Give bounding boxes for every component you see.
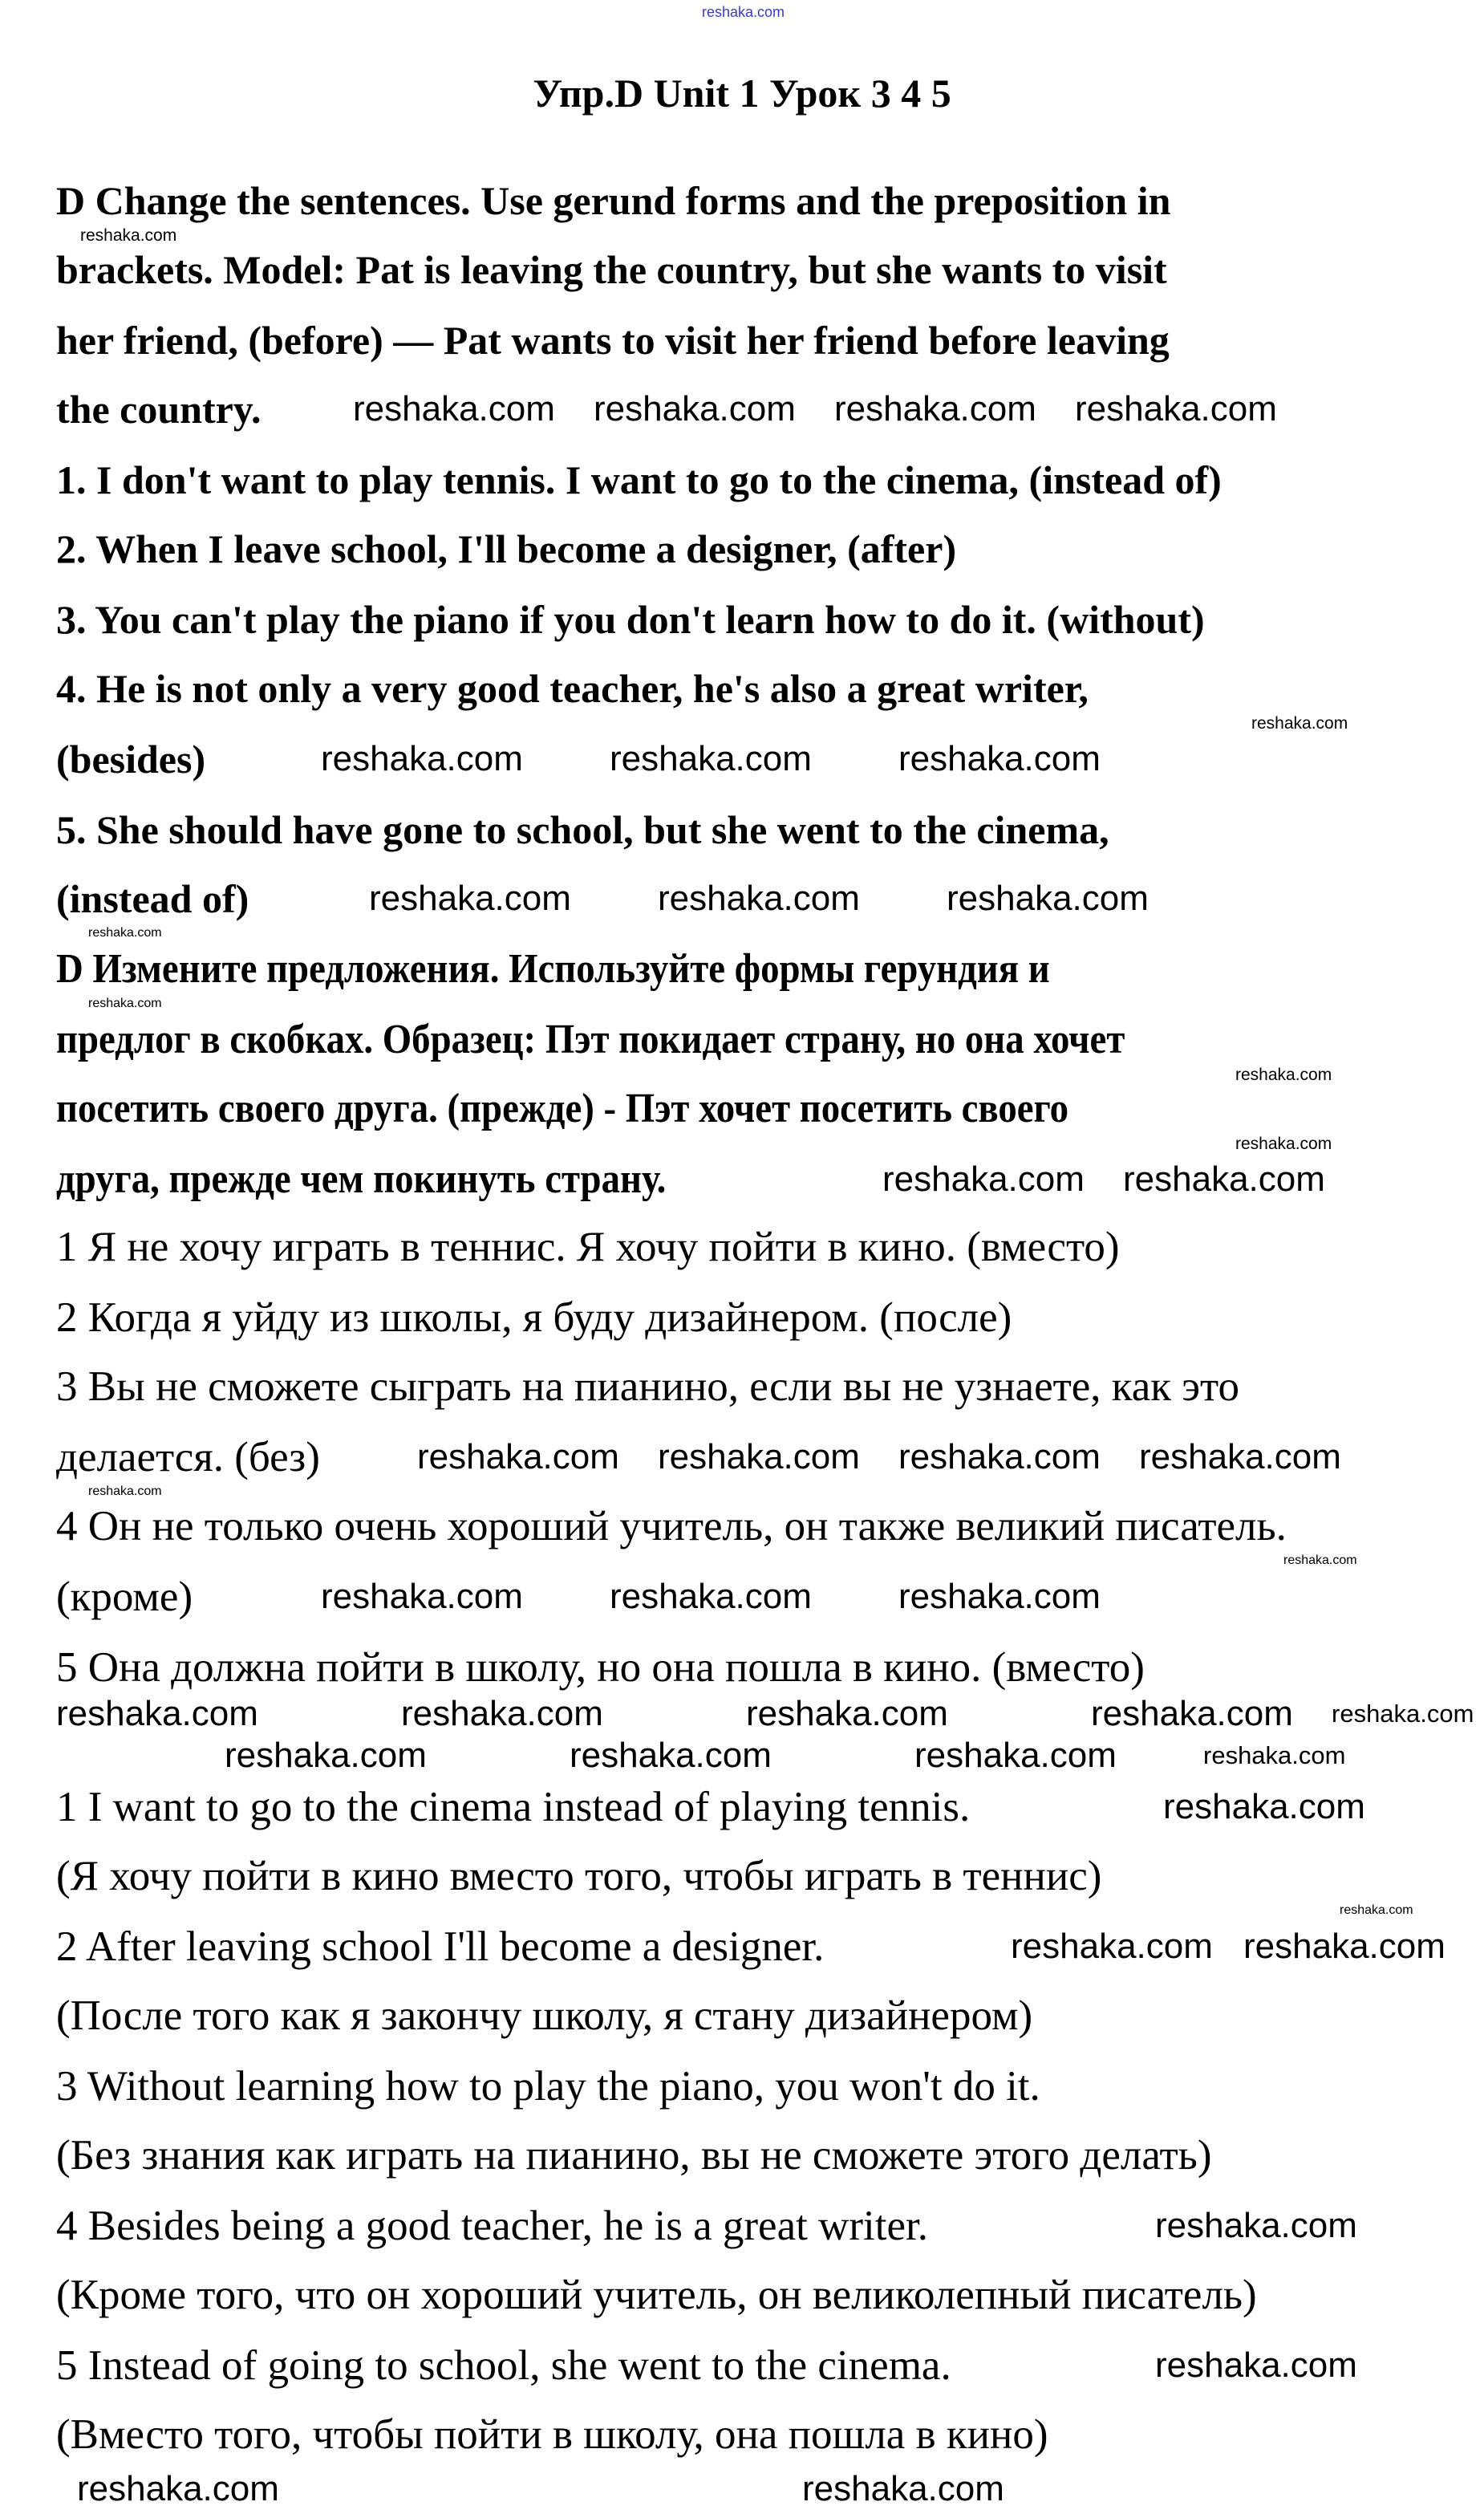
watermark: reshaka.com	[898, 1577, 1101, 1616]
answer-line: (Кроме того, что он хороший учитель, он великолепный писатель)	[56, 2272, 1257, 2318]
answer-line: 1 I want to go to the cinema instead of playing tennis.	[56, 1784, 971, 1830]
watermark: reshaka.com	[594, 389, 796, 428]
answer-line: (После того как я закончу школу, я стану дизайнером)	[56, 1992, 1033, 2039]
task-item: 1 Я не хочу играть в теннис. Я хочу пойти в кино. (вместо)	[56, 1224, 1120, 1270]
watermark: reshaka.com	[321, 1577, 523, 1616]
task-line: 5. She should have gone to school, but she went to the cinema,	[56, 807, 1109, 852]
task-line: друга, прежде чем покинуть страну.	[56, 1156, 667, 1202]
watermark: reshaka.com	[1332, 1700, 1474, 1728]
watermark: reshaka.com	[658, 879, 860, 918]
site-header-link[interactable]: reshaka.com	[702, 4, 785, 20]
watermark: reshaka.com	[1243, 1927, 1445, 1966]
watermark: reshaka.com	[1075, 389, 1277, 428]
task-line: (instead of)	[56, 876, 249, 921]
watermark: reshaka.com	[80, 226, 177, 245]
watermark: reshaka.com	[746, 1694, 948, 1733]
watermark: reshaka.com	[802, 2469, 1004, 2508]
answer-line: (Вместо того, чтобы пойти в школу, она пошла в кино)	[56, 2411, 1048, 2458]
answer-line: 5 Instead of going to school, she went to the cinema.	[56, 2342, 951, 2389]
task-item: 5 Она должна пойти в школу, но она пошла в кино. (вместо)	[56, 1644, 1145, 1691]
watermark: reshaka.com	[882, 1159, 1085, 1199]
task-item: (кроме)	[56, 1574, 193, 1620]
task-item: делается. (без)	[56, 1434, 320, 1480]
watermark: reshaka.com	[570, 1736, 772, 1775]
watermark: reshaka.com	[88, 997, 162, 1010]
watermark: reshaka.com	[56, 1694, 258, 1733]
watermark: reshaka.com	[1011, 1927, 1213, 1966]
watermark: reshaka.com	[1091, 1694, 1293, 1733]
task-line: D Измените предложения. Используйте формы герундия и	[56, 946, 1050, 992]
watermark: reshaka.com	[353, 389, 555, 428]
watermark: reshaka.com	[610, 1577, 812, 1616]
answer-line: 4 Besides being a good teacher, he is a great writer.	[56, 2203, 928, 2249]
task-line: brackets. Model: Pat is leaving the country, but she wants to visit	[56, 247, 1167, 292]
page-title: Упр.D Unit 1 Урок 3 4 5	[533, 71, 951, 116]
watermark: reshaka.com	[1203, 1741, 1346, 1769]
task-line: D Change the sentences. Use gerund forms and the preposition in	[56, 178, 1171, 223]
watermark: reshaka.com	[898, 1437, 1101, 1476]
watermark: reshaka.com	[1123, 1159, 1325, 1199]
watermark: reshaka.com	[1163, 1787, 1365, 1826]
task-line: the country.	[56, 387, 262, 432]
task-line: 4. He is not only a very good teacher, he's also a great writer,	[56, 666, 1089, 711]
watermark: reshaka.com	[1155, 2345, 1357, 2385]
answer-line: 3 Without learning how to play the piano, you won't do it.	[56, 2063, 1040, 2110]
task-line: 1. I don't want to play tennis. I want to go to the cinema, (instead of)	[56, 457, 1222, 502]
task-line: her friend, (before) — Pat wants to visit her friend before leaving	[56, 318, 1170, 363]
answer-line: (Без знания как играть на пианино, вы не сможете этого делать)	[56, 2132, 1212, 2179]
task-line: 2. When I leave school, I'll become a designer, (after)	[56, 526, 957, 571]
answer-line: (Я хочу пойти в кино вместо того, чтобы играть в теннис)	[56, 1853, 1102, 1899]
task-item: 4 Он не только очень хороший учитель, он также великий писатель.	[56, 1503, 1287, 1549]
task-item: 2 Когда я уйду из школы, я буду дизайнером. (после)	[56, 1294, 1012, 1341]
watermark: reshaka.com	[1283, 1553, 1357, 1567]
watermark: reshaka.com	[1155, 2206, 1357, 2245]
watermark: reshaka.com	[369, 879, 571, 918]
watermark: reshaka.com	[1235, 1066, 1332, 1084]
watermark: reshaka.com	[947, 879, 1149, 918]
watermark: reshaka.com	[417, 1437, 619, 1476]
watermark: reshaka.com	[225, 1736, 427, 1775]
watermark: reshaka.com	[1235, 1135, 1332, 1153]
watermark: reshaka.com	[321, 739, 523, 778]
task-line: посетить своего друга. (прежде) - Пэт хочет посетить своего	[56, 1086, 1069, 1131]
task-line: 3. You can't play the piano if you don't learn how to do it. (without)	[56, 597, 1205, 642]
watermark: reshaka.com	[1340, 1903, 1413, 1917]
task-line: предлог в скобках. Образец: Пэт покидает страну, но она хочет	[56, 1017, 1125, 1062]
watermark: reshaka.com	[898, 739, 1101, 778]
watermark: reshaka.com	[658, 1437, 860, 1476]
watermark: reshaka.com	[88, 926, 162, 940]
watermark: reshaka.com	[77, 2469, 279, 2508]
watermark: reshaka.com	[610, 739, 812, 778]
watermark: reshaka.com	[1251, 714, 1348, 733]
watermark: reshaka.com	[1139, 1437, 1341, 1476]
task-line: (besides)	[56, 737, 206, 782]
watermark: reshaka.com	[88, 1484, 162, 1498]
task-item: 3 Вы не сможете сыграть на пианино, если вы не узнаете, как это	[56, 1363, 1239, 1410]
watermark: reshaka.com	[834, 389, 1036, 428]
watermark: reshaka.com	[914, 1736, 1117, 1775]
watermark: reshaka.com	[401, 1694, 603, 1733]
answer-line: 2 After leaving school I'll become a designer.	[56, 1923, 825, 1970]
